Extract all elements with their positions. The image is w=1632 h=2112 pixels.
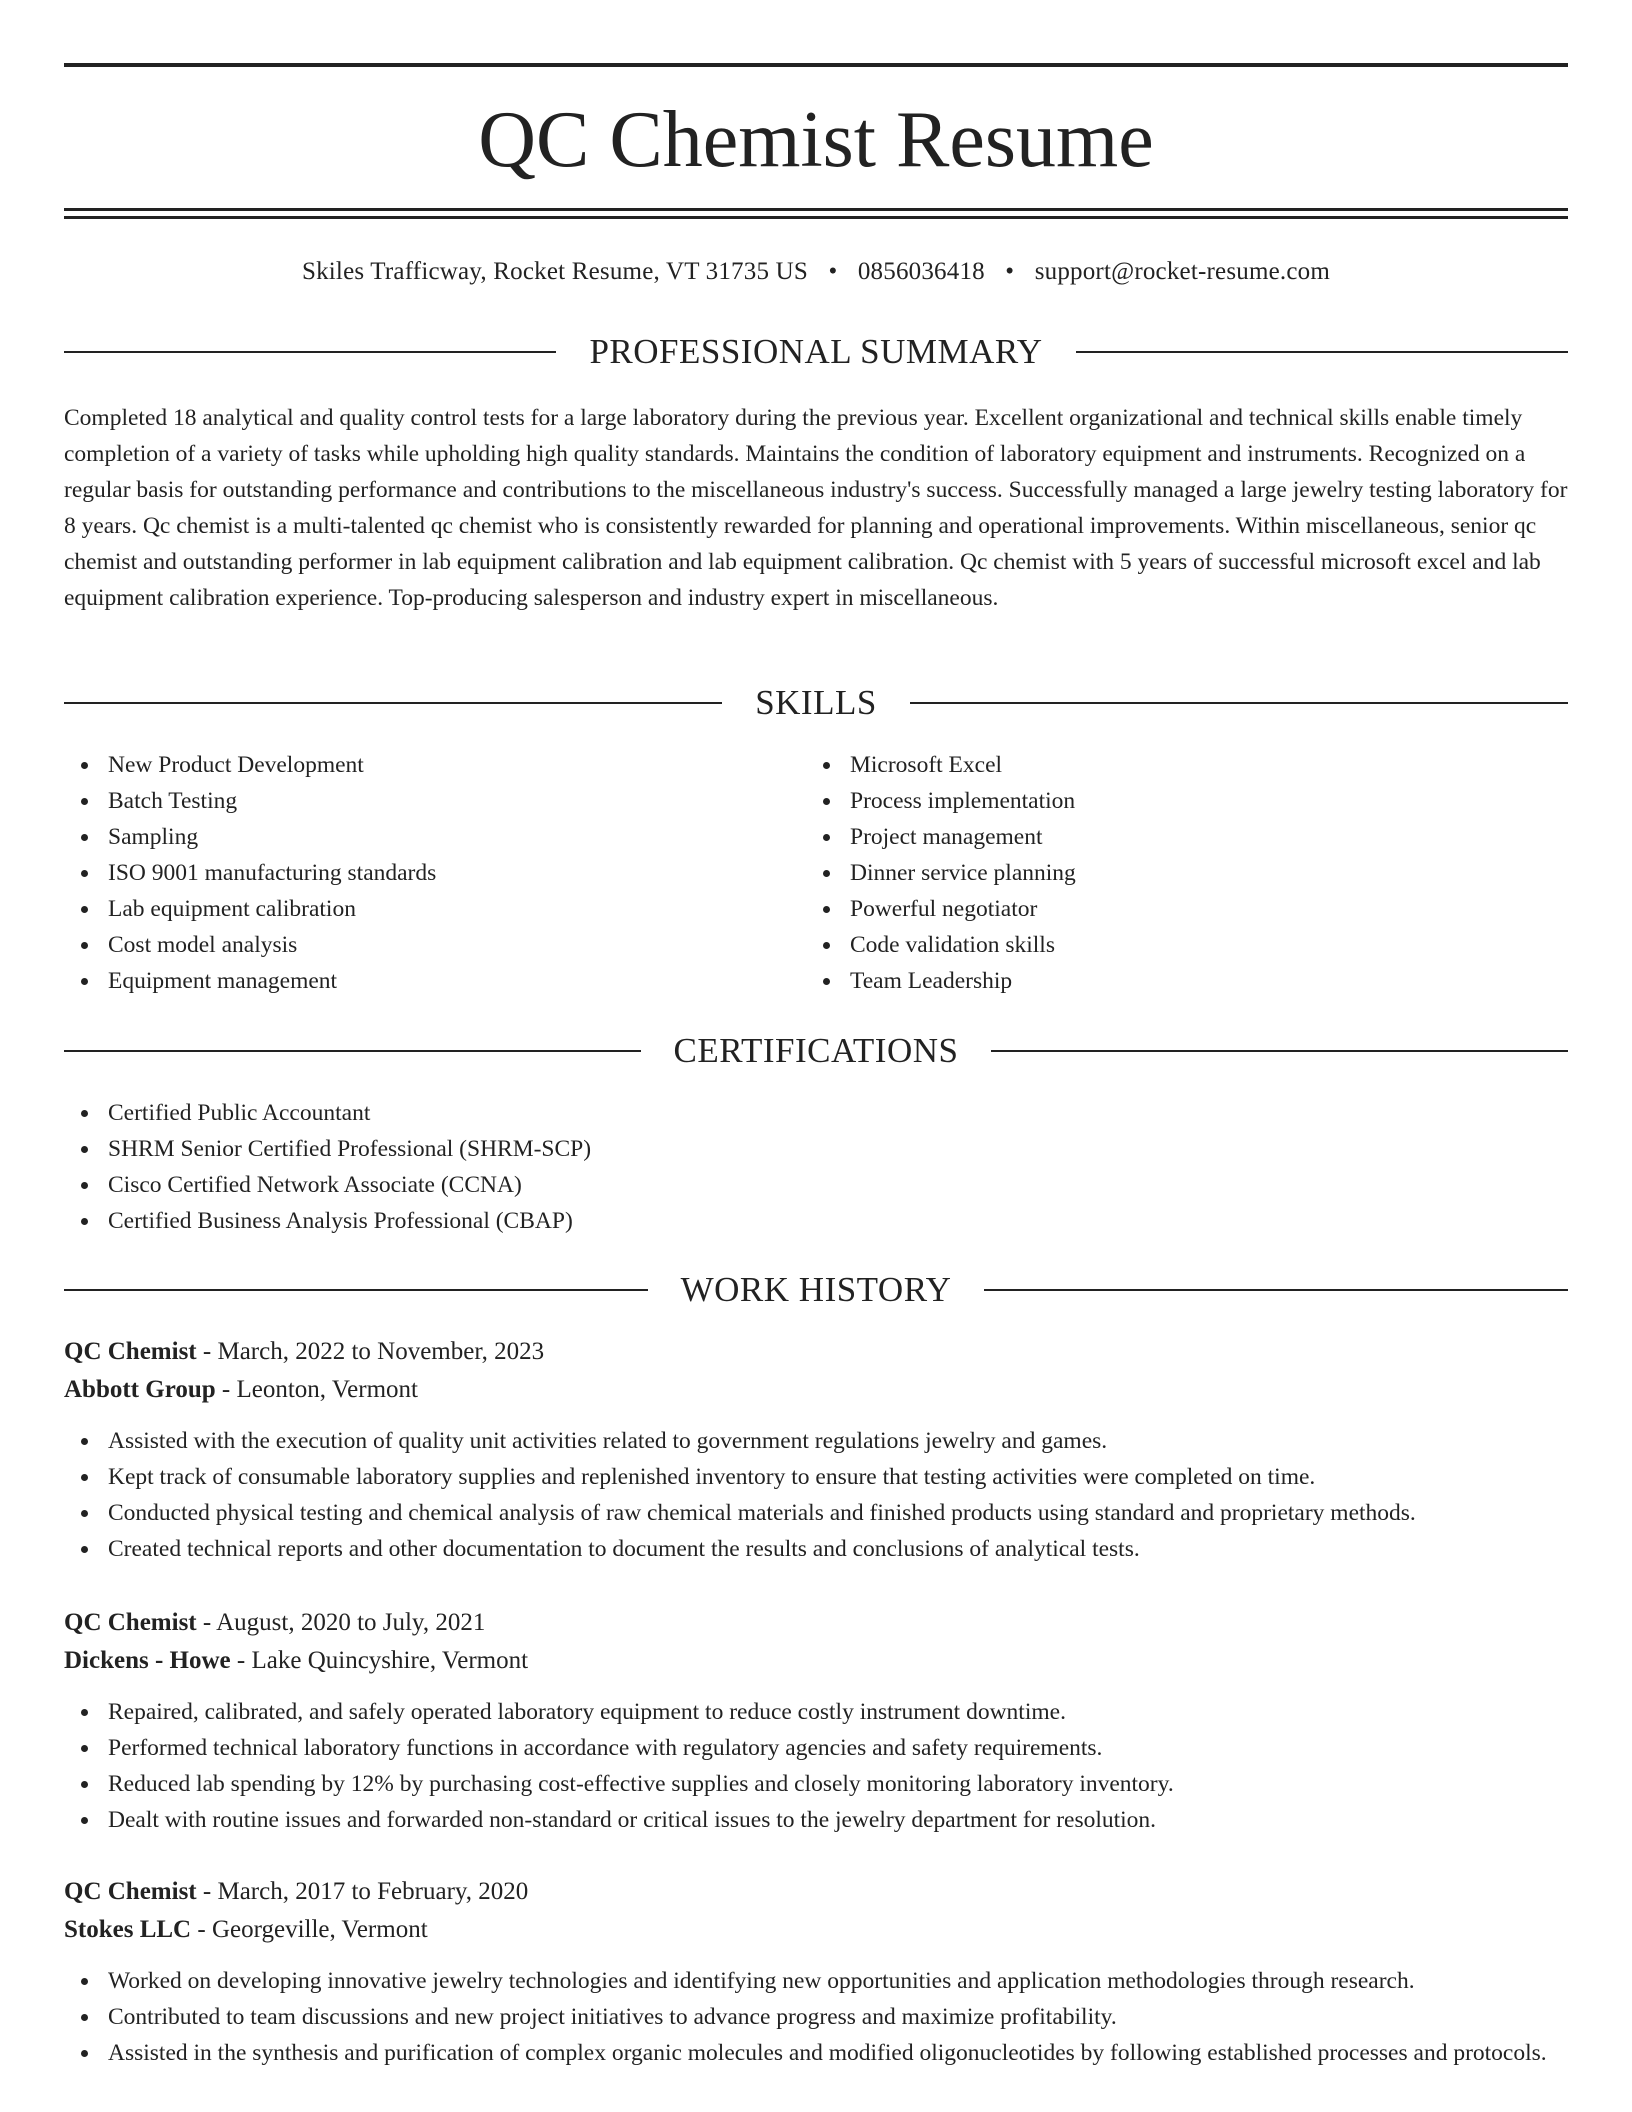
summary-section-header: [64, 330, 1568, 374]
contact-separator: •: [828, 258, 838, 285]
job-bullet: Created technical reports and other documentation to document the results and conclusions of analytical tests.: [64, 1531, 1568, 1567]
skill-item: Equipment management: [64, 963, 764, 999]
skill-item: Sampling: [64, 819, 764, 855]
skills-list-left: [64, 747, 764, 999]
job-entry: [64, 1873, 1568, 2071]
job-title: QC Chemist: [64, 1878, 197, 1905]
job-title: QC Chemist: [64, 1609, 197, 1636]
job-dates: - March, 2017 to February, 2020: [202, 1878, 529, 1905]
section-divider: [64, 1289, 648, 1291]
job-company-line: [64, 1371, 1568, 1409]
job-bullets: [64, 1963, 1568, 2071]
job-bullet: Reduced lab spending by 12% by purchasing cost-effective supplies and closely monitoring laboratory inventory.: [64, 1766, 1568, 1802]
job-entry: [64, 1333, 1568, 1567]
job-company-line: [64, 1642, 1568, 1680]
skills-section-header: [64, 681, 1568, 725]
job-title-line: [64, 1604, 1568, 1642]
section-divider: [1076, 351, 1568, 353]
skill-item: Process implementation: [806, 783, 1506, 819]
contact-address: Skiles Trafficway, Rocket Resume, VT 31735 US: [301, 258, 808, 285]
job-title-line: [64, 1873, 1568, 1911]
section-divider: [984, 1289, 1568, 1291]
job-bullet: Assisted in the synthesis and purification of complex organic molecules and modified oligonucleotides by following established processes and protocols.: [64, 2035, 1568, 2071]
job-title: QC Chemist: [64, 1338, 197, 1365]
skill-item: ISO 9001 manufacturing standards: [64, 855, 764, 891]
job-entry: [64, 1604, 1568, 1838]
certification-item: Cisco Certified Network Associate (CCNA): [64, 1167, 1064, 1203]
title-double-rule-lower: [64, 216, 1568, 219]
job-location: - Lake Quincyshire, Vermont: [236, 1647, 529, 1674]
summary-heading: PROFESSIONAL SUMMARY: [589, 332, 1043, 371]
certification-item: Certified Business Analysis Professional (CBAP): [64, 1203, 1064, 1239]
job-bullet: Performed technical laboratory functions in accordance with regulatory agencies and safety requirements.: [64, 1730, 1568, 1766]
skill-item: Dinner service planning: [806, 855, 1506, 891]
job-location: - Leonton, Vermont: [221, 1376, 418, 1403]
job-bullet: Repaired, calibrated, and safely operated laboratory equipment to reduce costly instrument downtime.: [64, 1694, 1568, 1730]
job-title-line: [64, 1333, 1568, 1371]
contact-email: support@rocket-resume.com: [1034, 258, 1330, 285]
contact-phone: 0856036418: [857, 258, 985, 285]
section-divider: [64, 351, 556, 353]
title-double-rule-upper: [64, 208, 1568, 211]
job-bullets: [64, 1423, 1568, 1567]
contact-separator: •: [1005, 258, 1015, 285]
certifications-list: [64, 1095, 1064, 1239]
top-rule: [64, 63, 1568, 67]
job-company: Abbott Group: [64, 1376, 216, 1403]
job-dates: - August, 2020 to July, 2021: [202, 1609, 486, 1636]
summary-text: Completed 18 analytical and quality control tests for a large laboratory during the previous year. Excellent organizational and technical skills enable timely completion of a variety of tasks while upholding high quality standards. Maintains the condition of laboratory equipment and instruments. Recognized on a regular basis for outstanding performance and contributions to the miscellaneous industry's success. Successfully managed a large jewelry testing laboratory for 8 years. Qc chemist is a multi-talented qc chemist who is consistently rewarded for planning and operational improvements. Within miscellaneous, senior qc chemist and outstanding performer in lab equipment calibration and lab equipment calibration. Qc chemist with 5 years of successful microsoft excel and lab equipment calibration experience. Top-producing salesperson and industry expert in miscellaneous.: [64, 405, 1568, 611]
job-bullets: [64, 1694, 1568, 1838]
skill-item: Microsoft Excel: [806, 747, 1506, 783]
section-divider: [64, 702, 722, 704]
skill-item: Team Leadership: [806, 963, 1506, 999]
skill-item: Powerful negotiator: [806, 891, 1506, 927]
job-bullet: Contributed to team discussions and new project initiatives to advance progress and maximize profitability.: [64, 1999, 1568, 2035]
skill-item: Code validation skills: [806, 927, 1506, 963]
skill-item: New Product Development: [64, 747, 764, 783]
job-bullet: Assisted with the execution of quality unit activities related to government regulations jewelry and games.: [64, 1423, 1568, 1459]
skills-heading: SKILLS: [755, 683, 877, 722]
certification-item: SHRM Senior Certified Professional (SHRM-SCP): [64, 1131, 1064, 1167]
certification-item: Certified Public Accountant: [64, 1095, 1064, 1131]
job-bullet: Worked on developing innovative jewelry technologies and identifying new opportunities and application methodologies through research.: [64, 1963, 1568, 1999]
section-divider: [64, 1050, 641, 1052]
contact-line: [64, 254, 1568, 290]
skill-item: Cost model analysis: [64, 927, 764, 963]
certifications-heading: CERTIFICATIONS: [673, 1031, 959, 1070]
page-title: QC Chemist Resume: [478, 96, 1154, 184]
skill-item: Lab equipment calibration: [64, 891, 764, 927]
skills-list-right: [806, 747, 1506, 999]
job-location: - Georgeville, Vermont: [197, 1916, 428, 1943]
job-company: Stokes LLC: [64, 1916, 192, 1943]
certifications-section-header: [64, 1029, 1568, 1073]
job-bullet: Conducted physical testing and chemical analysis of raw chemical materials and finished products using standard and proprietary methods.: [64, 1495, 1568, 1531]
job-dates: - March, 2022 to November, 2023: [202, 1338, 545, 1365]
job-bullet: Kept track of consumable laboratory supplies and replenished inventory to ensure that testing activities were completed on time.: [64, 1459, 1568, 1495]
section-divider: [991, 1050, 1568, 1052]
skill-item: Batch Testing: [64, 783, 764, 819]
section-divider: [910, 702, 1568, 704]
work-history-section-header: [64, 1268, 1568, 1312]
job-company-line: [64, 1911, 1568, 1949]
job-bullet: Dealt with routine issues and forwarded non-standard or critical issues to the jewelry department for resolution.: [64, 1802, 1568, 1838]
work-history-heading: WORK HISTORY: [680, 1270, 952, 1309]
skill-item: Project management: [806, 819, 1506, 855]
job-company: Dickens - Howe: [64, 1647, 231, 1674]
